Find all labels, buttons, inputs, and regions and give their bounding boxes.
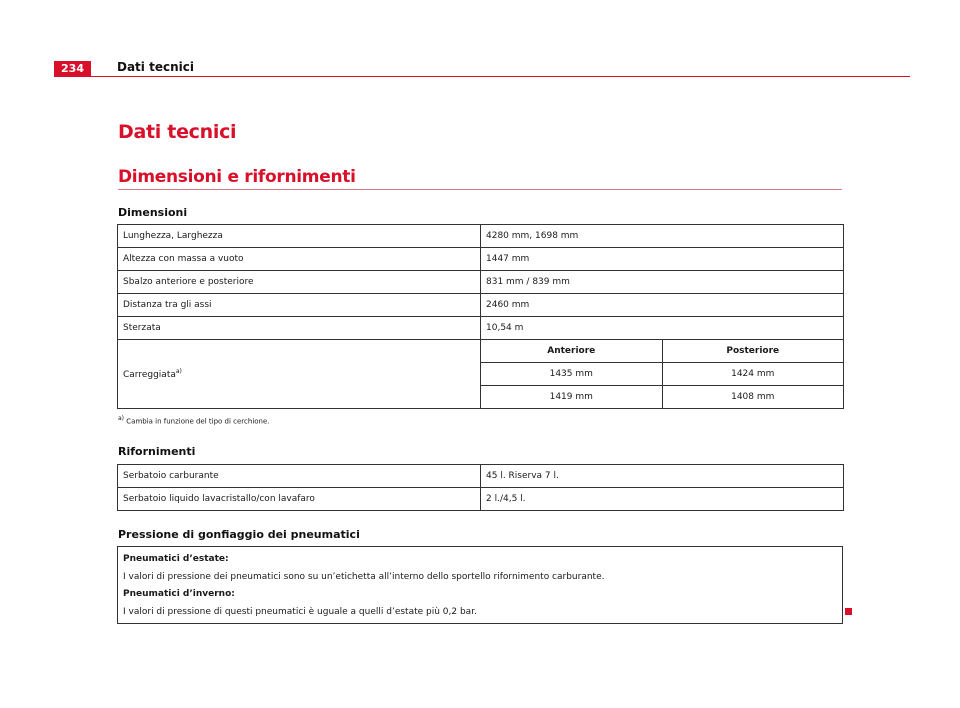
section-rule [118, 189, 842, 190]
row-value: 2 l./4,5 l. [481, 488, 844, 511]
refills-heading: Rifornimenti [118, 445, 196, 458]
track-label-cell [118, 340, 481, 409]
track-label: Carreggiata [123, 370, 176, 380]
section-end-marker [845, 608, 852, 615]
track-front-value: 1419 mm [481, 386, 663, 409]
row-value: 831 mm / 839 mm [481, 271, 844, 294]
row-label: Serbatoio liquido lavacristallo/con lavafaro [118, 488, 481, 511]
table-row [118, 294, 844, 317]
table-row [118, 488, 844, 511]
row-label: Altezza con massa a vuoto [118, 248, 481, 271]
section-title: Dimensioni e rifornimenti [118, 167, 356, 187]
row-label: Sbalzo anteriore e posteriore [118, 271, 481, 294]
table-row [118, 248, 844, 271]
footnote [118, 415, 270, 425]
row-label: Distanza tra gli assi [118, 294, 481, 317]
table-row [118, 465, 844, 488]
track-rear-value: 1424 mm [662, 363, 844, 386]
pressure-box [117, 546, 843, 624]
track-rear-value: 1408 mm [662, 386, 844, 409]
track-rear-header: Posteriore [662, 340, 844, 363]
summer-text: I valori di pressione dei pneumatici sono su un’etichetta all’interno dello sportello rifornimento carburante. [123, 571, 605, 582]
row-value: 10,54 m [481, 317, 844, 340]
header-rule [54, 76, 910, 77]
summer-heading: Pneumatici d’estate: [123, 554, 229, 564]
track-front-value: 1435 mm [481, 363, 663, 386]
running-title: Dati tecnici [117, 60, 194, 74]
page-number: 234 [54, 61, 91, 77]
dimensions-heading: Dimensioni [118, 206, 188, 219]
row-label: Sterzata [118, 317, 481, 340]
table-row [118, 317, 844, 340]
row-value: 2460 mm [481, 294, 844, 317]
footnote-ref: a) [175, 368, 182, 375]
table-row [118, 225, 844, 248]
track-front-header: Anteriore [481, 340, 663, 363]
row-label: Lunghezza, Larghezza [118, 225, 481, 248]
dimensions-table [117, 224, 844, 409]
table-row [118, 340, 844, 363]
row-value: 1447 mm [481, 248, 844, 271]
row-value: 45 l. Riserva 7 l. [481, 465, 844, 488]
chapter-title: Dati tecnici [118, 121, 237, 143]
row-label: Serbatoio carburante [118, 465, 481, 488]
winter-heading: Pneumatici d’inverno: [123, 589, 235, 599]
winter-text: I valori di pressione di questi pneumatici è uguale a quelli d’estate più 0,2 bar. [123, 606, 477, 617]
footnote-mark: a) [118, 415, 125, 422]
pressure-heading: Pressione di gonfiaggio dei pneumatici [118, 528, 360, 541]
refills-table [117, 464, 844, 511]
footnote-text: Cambia in funzione del tipo di cerchione. [126, 417, 270, 426]
table-row [118, 271, 844, 294]
row-value: 4280 mm, 1698 mm [481, 225, 844, 248]
